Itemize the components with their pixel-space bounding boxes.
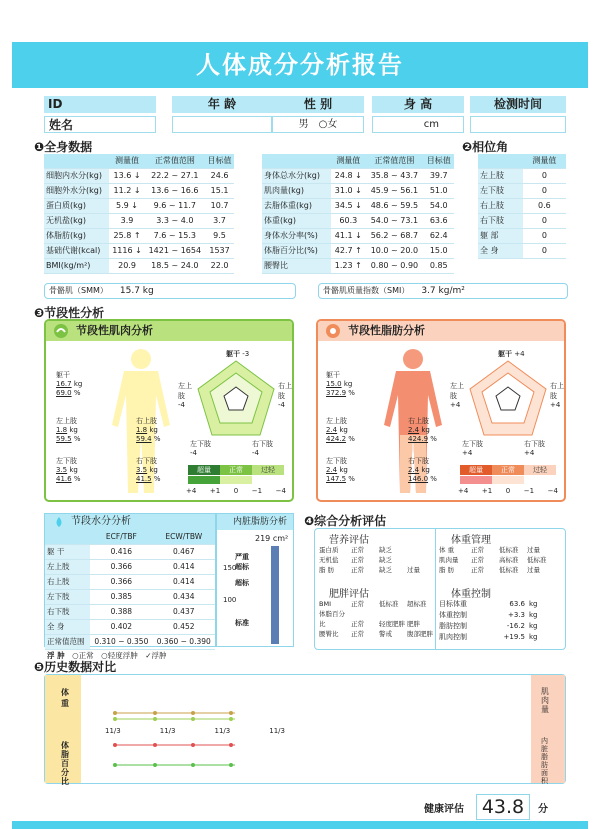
row-label: 体重(kg) (262, 213, 331, 228)
visceral-level-over: 超标 (235, 579, 249, 587)
control-unit: kg (529, 611, 538, 619)
nutrition-title: 营养评估 (329, 535, 369, 546)
table-cell: 60.3 (331, 213, 365, 228)
fat-scale: +4 +1 0 −1 −4 (458, 487, 558, 495)
row-label: 正常值范围 (45, 634, 90, 649)
table-row (262, 183, 454, 198)
column-header: 目标值 (423, 154, 454, 168)
muscle-rightarm-values: 右上肢 1.8 kg 59.4 % (136, 417, 161, 443)
edema-row: 浮 肿 ○正常 ○轻度浮肿 ✓浮肿 (47, 650, 167, 660)
muscle-panel (44, 319, 294, 502)
table-cell: 0 (523, 183, 566, 198)
body-data-table-left (44, 154, 234, 274)
assessment-option[interactable]: 警戒 (379, 630, 392, 638)
phase-angle-table (478, 154, 566, 259)
fat-panel (316, 319, 566, 502)
muscle-icon (52, 323, 70, 339)
fat-leftarm-values: 左上肢 2.4 kg 424.2 % (326, 417, 355, 443)
section5-title: ❺历史数据对比 (34, 660, 117, 674)
table-cell: 45.9 ~ 56.1 (365, 183, 423, 198)
muscle-trunk-values: 躯干 16.7 kg 69.0 % (56, 371, 83, 397)
fat-radar-rl: 右下肢 +4 (524, 440, 545, 457)
sex-value[interactable]: 男 ○女 (272, 116, 364, 133)
table-cell: 41.1 ↓ (331, 228, 365, 243)
row-label: 右上肢 (45, 574, 90, 589)
column-header: 正常值范围 (365, 154, 423, 168)
table-cell: 11.2 ↓ (109, 183, 144, 198)
table-row (45, 589, 215, 604)
table-cell: 0.360 − 0.390 (153, 634, 215, 649)
table-cell: 54.0 (423, 198, 454, 213)
table-cell: 56.2 ~ 68.7 (365, 228, 423, 243)
age-label: 年 龄 (172, 96, 272, 113)
assessment-row (439, 545, 565, 555)
muscle-radar-lu: 左上肢 -4 (178, 382, 192, 409)
date-label: 检测时间 (470, 96, 566, 113)
row-label: 左上肢 (45, 559, 90, 574)
assessment-option[interactable]: 低标准 (499, 546, 519, 554)
visceral-title: 内脏脂肪分析 (217, 514, 293, 530)
table-cell: 0 (523, 243, 566, 258)
row-label: 无机盐(kg) (44, 213, 109, 228)
visceral-tick-150: 150 (223, 564, 237, 572)
fat-rightleg-values: 右下肢 2.4 kg 146.0 % (408, 457, 437, 483)
name-label: 姓名 (44, 116, 156, 133)
table-row (478, 243, 566, 258)
table-header-row (44, 154, 234, 168)
table-cell: 1537 (205, 243, 234, 258)
history-weight-label: 体重 (61, 688, 69, 708)
table-cell: 0.388 (90, 604, 152, 619)
muscle-legend-bar (188, 476, 284, 484)
assessment-option[interactable]: 低标准 (499, 566, 519, 574)
fat-radar-ru: 右上肢 +4 (550, 382, 564, 409)
obesity-title: 肥胖评估 (329, 589, 369, 600)
weight-ctrl-list (439, 599, 549, 643)
height-unit[interactable]: cm (372, 116, 464, 133)
table-cell: 3.3 ~ 4.0 (145, 213, 206, 228)
assessment-label: 体脂百分比 (319, 610, 345, 628)
row-label: 左上肢 (478, 168, 523, 183)
fat-leftleg-values: 左下肢 2.4 kg 147.5 % (326, 457, 355, 483)
assessment-row (319, 545, 435, 555)
table-row (44, 213, 234, 228)
assessment-row (439, 555, 565, 565)
row-label: 左下肢 (478, 183, 523, 198)
table-cell: 39.7 (423, 168, 454, 183)
assessment-option[interactable]: 过量 (407, 566, 420, 574)
assessment-option[interactable]: 腹部肥胖 (407, 630, 433, 638)
fat-trunk-values: 躯干 15.0 kg 372.9 % (326, 371, 355, 397)
table-cell: 0.434 (153, 589, 215, 604)
control-row (439, 610, 549, 621)
smm-box: 骨骼肌（SMM） 15.7 kg (44, 283, 296, 299)
control-unit: kg (529, 633, 538, 641)
assessment-option[interactable]: 正常 (351, 546, 364, 554)
table-cell: 1.23 ↑ (331, 258, 365, 273)
control-row (439, 632, 549, 643)
assessment-label: 脂 肪 (439, 566, 455, 574)
row-label: 左下肢 (45, 589, 90, 604)
assessment-option[interactable]: 正常 (351, 600, 364, 608)
table-cell: 51.0 (423, 183, 454, 198)
fat-radar-ll: 左下肢 +4 (462, 440, 483, 457)
muscle-radar-rl: 右下肢 -4 (252, 440, 273, 457)
score-label: 健康评估 (424, 804, 464, 815)
row-label: 躯 部 (478, 228, 523, 243)
report-title: 人体成分分析报告 (12, 42, 588, 88)
table-cell: 0.85 (423, 258, 454, 273)
table-cell: 0.385 (90, 589, 152, 604)
sex-label: 性 别 (272, 96, 364, 113)
table-row (478, 198, 566, 213)
row-label: 右下肢 (45, 604, 90, 619)
assessment-option[interactable]: 低标准 (527, 556, 547, 564)
fat-icon (324, 323, 342, 339)
history-panel (44, 674, 566, 784)
control-value: -16.2 (506, 622, 525, 630)
water-table (45, 530, 215, 650)
table-cell: 24.8 ↓ (331, 168, 365, 183)
column-header: ECW/TBW (153, 530, 215, 544)
control-value: +3.3 (508, 611, 525, 619)
table-row (44, 198, 234, 213)
muscle-radar-ru: 右上肢 -4 (278, 382, 292, 409)
table-header-row (262, 154, 454, 168)
table-cell: 18.5 ~ 24.0 (145, 258, 206, 273)
table-row (478, 213, 566, 228)
control-label: 肌肉控制 (439, 633, 467, 641)
table-row (45, 544, 215, 559)
row-label: 体脂肪(kg) (44, 228, 109, 243)
table-cell: 1116 ↓ (109, 243, 144, 258)
table-cell: 0.366 (90, 574, 152, 589)
muscle-radar-ll: 左下肢 -4 (190, 440, 211, 457)
assessment-label: 无机盐 (319, 556, 339, 564)
row-label: 全 身 (478, 243, 523, 258)
muscle-scale: +4 +1 0 −1 −4 (186, 487, 286, 495)
table-row (262, 213, 454, 228)
assessment-label: BMI (319, 600, 331, 608)
row-label: 全 身 (45, 619, 90, 634)
table-row (478, 228, 566, 243)
fat-legend-bar (460, 476, 556, 484)
visceral-level-std: 标准 (235, 619, 249, 627)
table-cell: 34.5 ↓ (331, 198, 365, 213)
table-cell: 42.7 ↑ (331, 243, 365, 258)
table-cell: 22.0 (205, 258, 234, 273)
table-cell: 13.6 ~ 16.6 (145, 183, 206, 198)
section2-title: ❷相位角 (462, 140, 509, 154)
column-header: 测量值 (109, 154, 144, 168)
table-row (262, 198, 454, 213)
table-cell: 15.1 (205, 183, 234, 198)
table-header-row (45, 530, 215, 544)
control-unit: kg (529, 622, 538, 630)
table-cell: 54.0 ~ 73.1 (365, 213, 423, 228)
nutrition-list (319, 545, 435, 575)
table-row (262, 258, 454, 273)
muscle-leftarm-values: 左上肢 1.8 kg 59.5 % (56, 417, 81, 443)
table-row (45, 619, 215, 634)
muscle-radar (196, 359, 276, 439)
assessment-option[interactable]: 低标准 (379, 600, 399, 608)
row-label: 肌肉量(kg) (262, 183, 331, 198)
assessment-option[interactable]: 正常 (471, 556, 484, 564)
table-row (44, 243, 234, 258)
assessment-row (319, 609, 435, 629)
history-dates: 11/3 11/3 11/3 11/3 (105, 727, 285, 735)
assessment-label: 蛋白质 (319, 546, 339, 554)
assessment-row (319, 599, 435, 609)
assessment-option[interactable]: 缺乏 (379, 556, 392, 564)
table-row (262, 168, 454, 183)
table-cell: 5.9 ↓ (109, 198, 144, 213)
assessment-option[interactable]: 正常 (351, 630, 364, 638)
assessment-panel (314, 528, 566, 650)
water-panel (44, 513, 216, 660)
section4-title: ❹综合分析评估 (304, 514, 387, 528)
control-value: +19.5 (503, 633, 525, 641)
table-row (44, 168, 234, 183)
table-cell: 0.437 (153, 604, 215, 619)
fat-rightarm-values: 右上肢 2.4 kg 424.9 % (408, 417, 437, 443)
table-cell: 10.7 (205, 198, 234, 213)
assessment-option[interactable]: 正常 (351, 556, 364, 564)
body-data-table-right (262, 154, 454, 274)
score-value: 43.8 (476, 794, 530, 820)
control-unit: kg (529, 600, 538, 608)
table-cell: 20.9 (109, 258, 144, 273)
assessment-label: 肌肉量 (439, 556, 459, 564)
table-cell: 0.414 (153, 574, 215, 589)
row-label: 身体总水分(kg) (262, 168, 331, 183)
weight-mgmt-title: 体重管理 (451, 535, 491, 546)
section1-title: ❶全身数据 (34, 140, 93, 154)
table-row (478, 168, 566, 183)
table-corner (478, 154, 523, 168)
table-row (45, 559, 215, 574)
muscle-rightleg-values: 右下肢 3.5 kg 41.5 % (136, 457, 161, 483)
control-label: 脂肪控制 (439, 622, 467, 630)
row-label: 腰臀比 (262, 258, 331, 273)
table-cell: 22.2 ~ 27.1 (145, 168, 206, 183)
table-cell: 48.6 ~ 59.5 (365, 198, 423, 213)
assessment-option[interactable]: 正常 (351, 566, 364, 574)
table-cell: 3.9 (109, 213, 144, 228)
water-title: 节段水分分析 (45, 514, 215, 530)
weight-ctrl-title: 体重控制 (451, 589, 491, 600)
table-cell: 0 (523, 213, 566, 228)
assessment-option[interactable]: 正常 (351, 620, 364, 628)
row-label: 蛋白质(kg) (44, 198, 109, 213)
table-cell: 35.8 ~ 43.7 (365, 168, 423, 183)
visceral-bar (271, 546, 279, 644)
row-label: 躯 干 (45, 544, 90, 559)
table-row (262, 228, 454, 243)
table-cell: 25.8 ↑ (109, 228, 144, 243)
score-unit: 分 (538, 804, 548, 815)
table-cell: 31.0 ↓ (331, 183, 365, 198)
column-header: 测量值 (523, 154, 566, 168)
table-cell: 13.6 ↓ (109, 168, 144, 183)
assessment-option[interactable]: 过量 (527, 546, 540, 554)
table-corner (44, 154, 109, 168)
table-cell: 24.6 (205, 168, 234, 183)
row-label: 细胞内水分(kg) (44, 168, 109, 183)
table-cell: 0.402 (90, 619, 152, 634)
visceral-tick-100: 100 (223, 596, 237, 604)
row-label: 去脂体重(kg) (262, 198, 331, 213)
assessment-row (319, 629, 435, 639)
table-cell: 9.6 ~ 11.7 (145, 198, 206, 213)
control-label: 目标体重 (439, 600, 467, 608)
table-row (478, 183, 566, 198)
control-row (439, 599, 549, 610)
muscle-radar-trunk: 躯干 -3 (226, 350, 250, 358)
row-label: BMI(kg/m²) (44, 258, 109, 273)
height-label: 身 高 (372, 96, 464, 113)
assessment-option[interactable]: 正常 (471, 546, 484, 554)
table-cell: 0.310 − 0.350 (90, 634, 152, 649)
table-cell: 0.80 ~ 0.90 (365, 258, 423, 273)
table-cell: 9.5 (205, 228, 234, 243)
section3-title: ❸节段性分析 (34, 306, 105, 320)
row-label: 细胞外水分(kg) (44, 183, 109, 198)
weight-mgmt-list (439, 545, 565, 575)
table-row (44, 228, 234, 243)
row-label: 体脂百分比(%) (262, 243, 331, 258)
id-label: ID (44, 96, 156, 113)
table-cell: 62.4 (423, 228, 454, 243)
table-row (44, 258, 234, 273)
table-row (45, 604, 215, 619)
control-label: 体重控制 (439, 611, 467, 619)
table-row (45, 574, 215, 589)
table-cell: 0 (523, 228, 566, 243)
assessment-option[interactable]: 肥胖 (407, 620, 420, 628)
fat-panel-title: 节段性脂肪分析 (318, 321, 564, 341)
table-corner (45, 530, 90, 544)
assessment-row (439, 565, 565, 575)
table-row (45, 634, 215, 649)
table-row (44, 183, 234, 198)
table-cell: 15.0 (423, 243, 454, 258)
muscle-leftleg-values: 左下肢 3.5 kg 41.6 % (56, 457, 81, 483)
assessment-label: 腰臀比 (319, 630, 339, 638)
fat-radar (468, 359, 548, 439)
table-cell: 0.467 (153, 544, 215, 559)
history-muscle-label: 肌肉量 (541, 687, 549, 714)
table-corner (262, 154, 331, 168)
column-header: 正常值范围 (145, 154, 206, 168)
visceral-panel (216, 513, 294, 647)
footer-bar (12, 821, 588, 829)
table-cell: 0.416 (90, 544, 152, 559)
column-header: 测量值 (331, 154, 365, 168)
fat-legend: 超量 正常 过轻 (460, 465, 556, 475)
table-cell: 10.0 ~ 20.0 (365, 243, 423, 258)
visceral-value: 219 cm² (255, 534, 289, 543)
row-label: 右下肢 (478, 213, 523, 228)
table-cell: 0 (523, 168, 566, 183)
history-visceral-label: 内脏脂肪面积 (541, 737, 548, 785)
table-cell: 0.6 (523, 198, 566, 213)
visceral-level-severe: 严重超标 (235, 553, 249, 571)
table-row (262, 243, 454, 258)
assessment-row (319, 555, 435, 565)
table-cell: 3.7 (205, 213, 234, 228)
table-cell: 0.414 (153, 559, 215, 574)
assessment-option[interactable]: 缺乏 (379, 566, 392, 574)
age-value[interactable] (172, 116, 272, 133)
column-header: 目标值 (205, 154, 234, 168)
row-label: 身体水分率(%) (262, 228, 331, 243)
row-label: 右上肢 (478, 198, 523, 213)
row-label: 基础代谢(kcal) (44, 243, 109, 258)
water-drop-icon (53, 516, 65, 528)
fat-radar-lu: 左上肢 +4 (450, 382, 464, 409)
assessment-option[interactable]: 超标准 (407, 600, 427, 608)
control-value: 63.6 (509, 600, 525, 608)
assessment-row (319, 565, 435, 575)
muscle-legend: 超量 正常 过轻 (188, 465, 284, 475)
fat-radar-trunk: 躯干 +4 (498, 350, 525, 358)
control-row (439, 621, 549, 632)
obesity-list (319, 599, 435, 639)
column-header: ECF/TBF (90, 530, 152, 544)
table-cell: 7.6 ~ 15.3 (145, 228, 206, 243)
smi-box: 骨骼肌质量指数（SMI） 3.7 kg/m² (318, 283, 568, 299)
muscle-panel-title: 节段性肌肉分析 (46, 321, 292, 341)
assessment-option[interactable]: 过量 (527, 566, 540, 574)
table-cell: 1421 ~ 1654 (145, 243, 206, 258)
table-cell: 63.6 (423, 213, 454, 228)
assessment-option[interactable]: 缺乏 (379, 546, 392, 554)
assessment-option[interactable]: 高标准 (499, 556, 519, 564)
history-fatpct-label: 体脂百分比 (61, 741, 69, 786)
assessment-label: 脂 肪 (319, 566, 335, 574)
date-value[interactable] (470, 116, 566, 133)
table-cell: 0.366 (90, 559, 152, 574)
table-cell: 0.452 (153, 619, 215, 634)
assessment-option[interactable]: 轻度肥胖 (379, 620, 405, 628)
assessment-option[interactable]: 正常 (471, 566, 484, 574)
assessment-label: 体 重 (439, 546, 455, 554)
